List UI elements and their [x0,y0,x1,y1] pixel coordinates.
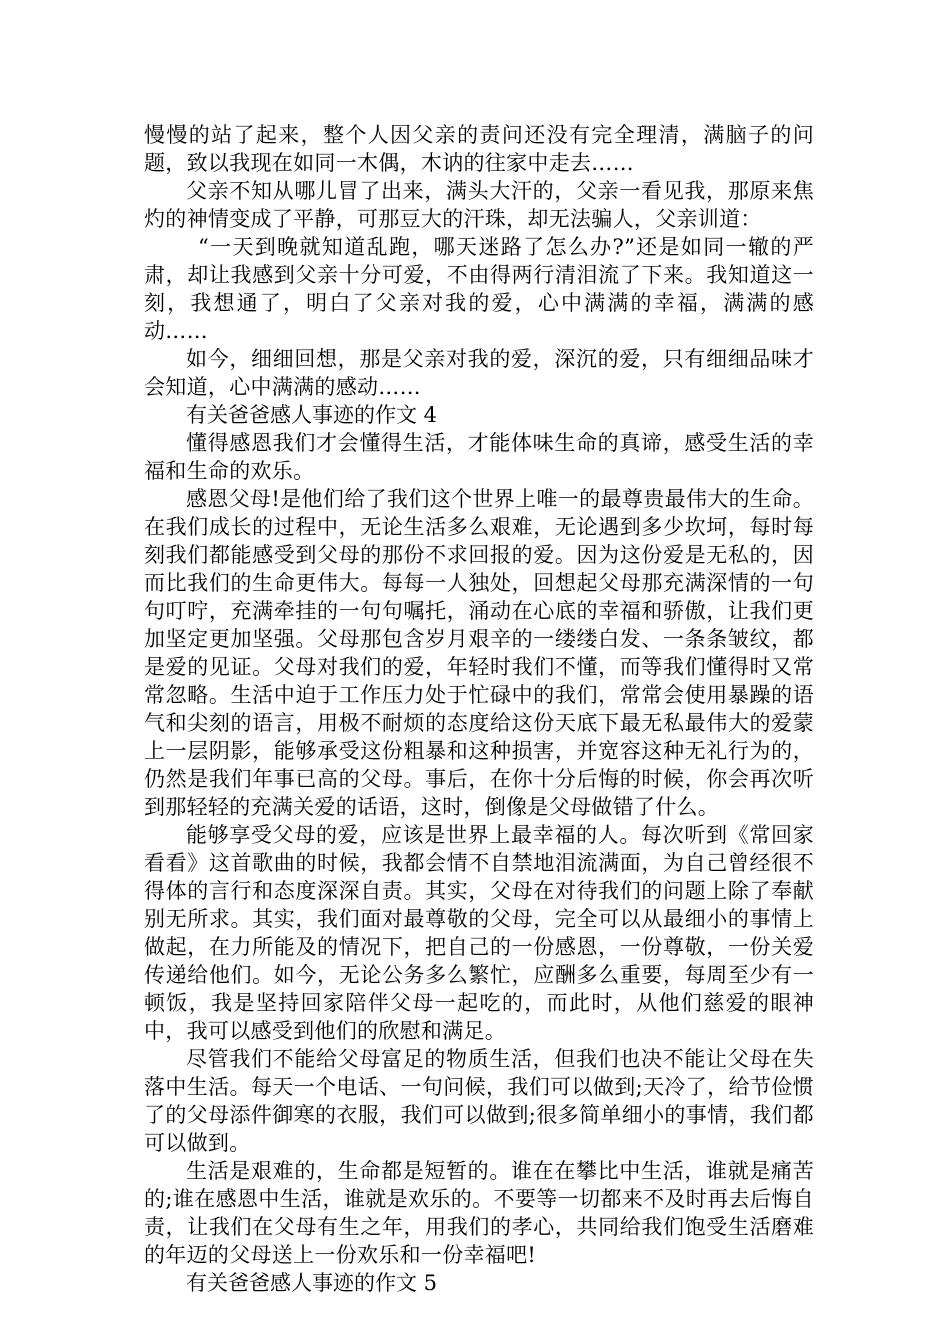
paragraph: 生活是艰难的，生命都是短暂的。谁在在攀比中生活，谁就是痛苦的;谁在感恩中生活，谁就是欢乐的。不要等一切都来不及时再去后悔自责，让我们在父母有生之年，用我们的孝心，共同给我们饱受生活磨难的年迈的父母送上一份欢乐和一份幸福吧! [144,1159,814,1267]
paragraph: 如今，细细回想，那是父亲对我的爱，深沉的爱，只有细细品味才会知道，心中满满的感动…… [144,347,814,399]
paragraph: 能够享受父母的爱，应该是世界上最幸福的人。每次听到《常回家看看》这首歌曲的时候，我都会情不自禁地泪流满面，为自己曾经很不得体的言行和态度深深自责。其实，父母在对待我们的问题上除了奉献别无所求。其实，我们面对最尊敬的父母，完全可以从最细小的事情上做起，在力所能及的情况下，把自己的一份感恩，一份尊敬，一份关爱传递给他们。如今，无论公务多么繁忙，应酬多么重要，每周至少有一顿饭，我是坚持回家陪伴父母一起吃的，而此时，从他们慈爱的眼神中，我可以感受到他们的欣慰和满足。 [144,823,814,1043]
document-body [144,121,814,1297]
paragraph: 尽管我们不能给父母富足的物质生活，但我们也决不能让父母在失落中生活。每天一个电话、一句问候，我们可以做到;天冷了，给节俭惯了的父母添件御寒的衣服，我们可以做到;很多简单细小的事情，我们都可以做到。 [144,1047,814,1155]
paragraph: 感恩父母!是他们给了我们这个世界上唯一的最尊贵最伟大的生命。在我们成长的过程中，无论生活多么艰难，无论遇到多少坎坷，每时每刻我们都能感受到父母的那份不求回报的爱。因为这份爱是无私的，因而比我们的生命更伟大。每每一人独处，回想起父母那充满深情的一句句叮咛，充满牵挂的一句句嘱托，涌动在心底的幸福和骄傲，让我们更加坚定更加坚强。父母那包含岁月艰辛的一缕缕白发、一条条皱纹，都是爱的见证。父母对我们的爱，年轻时我们不懂，而等我们懂得时又常常忽略。生活中迫于工作压力处于忙碌中的我们，常常会使用暴躁的语气和尖刻的语言，用极不耐烦的态度给这份天底下最无私最伟大的爱蒙上一层阴影，能够承受这份粗暴和这种损害，并宽容这种无礼行为的，仍然是我们年事已高的父母。事后，在你十分后悔的时候，你会再次听到那轻轻的充满关爱的话语，这时，倒像是父母做错了什么。 [144,487,814,819]
essay-heading: 有关爸爸感人事迹的作文 4 [186,403,438,427]
paragraph-continuation: 慢慢的站了起来，整个人因父亲的责问还没有完全理清，满脑子的问题，致以我现在如同一木偶，木讷的往家中走去…… [144,123,814,175]
essay-heading: 有关爸爸感人事迹的作文 5 [186,1271,438,1295]
paragraph-quote: “一天到晚就知道乱跑，哪天迷路了怎么办?”还是如同一辙的严肃，却让我感到父亲十分可爱，不由得两行清泪流了下来。我知道这一刻，我想通了，明白了父亲对我的爱，心中满满的幸福，满满的感动…… [144,235,814,343]
paragraph: 懂得感恩我们才会懂得生活，才能体味生命的真谛，感受生活的幸福和生命的欢乐。 [144,431,814,483]
paragraph: 父亲不知从哪儿冒了出来，满头大汗的，父亲一看见我，那原来焦灼的神情变成了平静，可那豆大的汗珠，却无法骗人，父亲训道： [144,179,814,231]
